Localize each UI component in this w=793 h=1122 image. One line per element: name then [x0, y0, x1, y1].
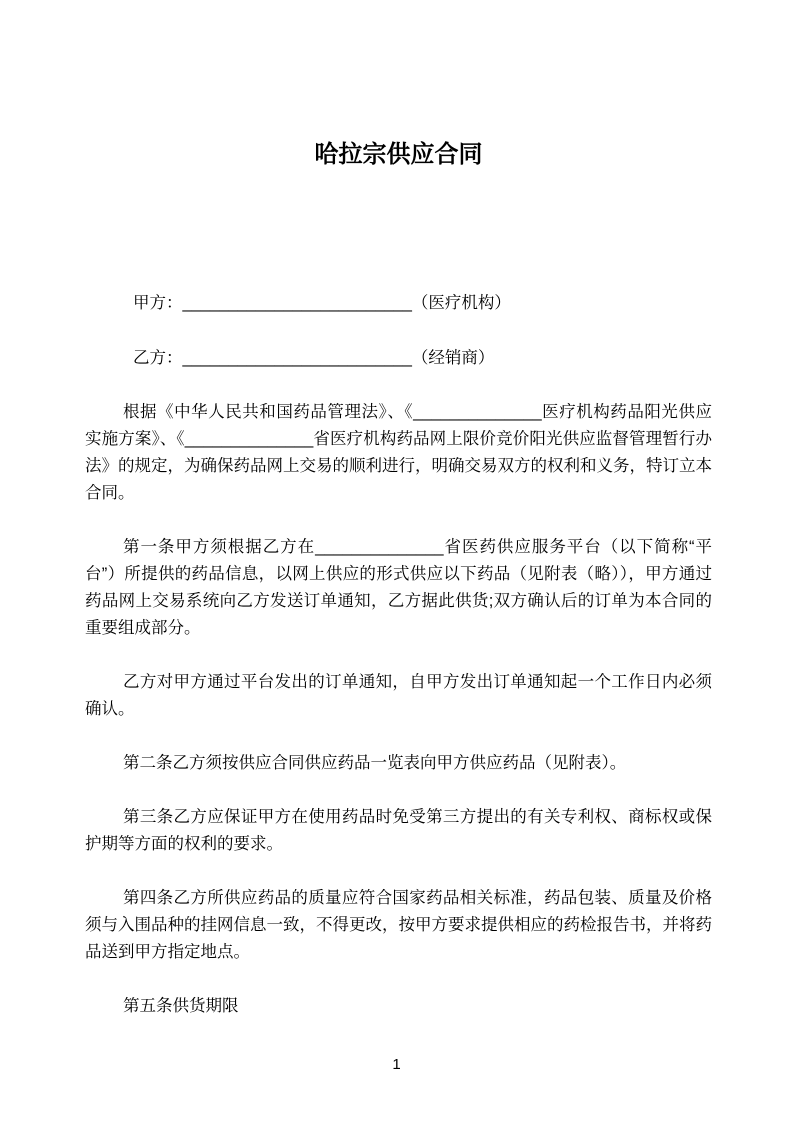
article-5-heading: 第五条供货期限 — [123, 997, 239, 1015]
party-a-label: 甲方： — [133, 294, 183, 312]
article-3-paragraph: 第三条乙方应保证甲方在使用药品时免受第三方提出的有关专利权、商标权或保护期等方面的权利的要求。 — [85, 808, 712, 853]
party-b-role-suffix: （经销商） — [411, 349, 495, 367]
party-a-role-suffix: （医疗机构） — [411, 294, 511, 312]
party-b-blank-field: _________________________ — [182, 349, 412, 367]
party-a-blank-field: _________________________ — [182, 294, 412, 312]
preamble-paragraph: 根据《中华人民共和国药品管理法》、《______________医疗机构药品阳光供应实施方案》、《______________省医疗机构药品网上限价竞价阳光供应监督管理暂行办法》的规定，为确保药品网上交易的顺利进行，明确交易双方的权利和义务，特订立本合同。 — [85, 403, 712, 502]
article-4-paragraph: 第四条乙方所供应药品的质量应符合国家药品相关标准，药品包装、质量及价格须与入围品种的挂网信息一致，不得更改，按甲方要求提供相应的药检报告书，并将药品送到甲方指定地点。 — [85, 889, 712, 961]
party-b-label: 乙方： — [133, 349, 183, 367]
document-title: 哈拉宗供应合同 — [314, 141, 483, 168]
article-1-confirmation-paragraph: 乙方对甲方通过平台发出的订单通知，自甲方发出订单通知起一个工作日内必须确认。 — [85, 673, 712, 718]
article-2-paragraph: 第二条乙方须按供应合同供应药品一览表向甲方供应药品（见附表）。 — [123, 754, 627, 772]
article-1-paragraph: 第一条甲方须根据乙方在______________省医药供应服务平台（以下简称“平台”）所提供的药品信息，以网上供应的形式供应以下药品（见附表（略）），甲方通过药品网上交易系统向乙方发送订单通知，乙方据此供货;双方确认后的订单为本合同的重要组成部分。 — [85, 538, 712, 637]
party-a-line — [85, 290, 712, 317]
page-number: 1 — [392, 1056, 401, 1073]
party-b-line — [85, 345, 712, 372]
